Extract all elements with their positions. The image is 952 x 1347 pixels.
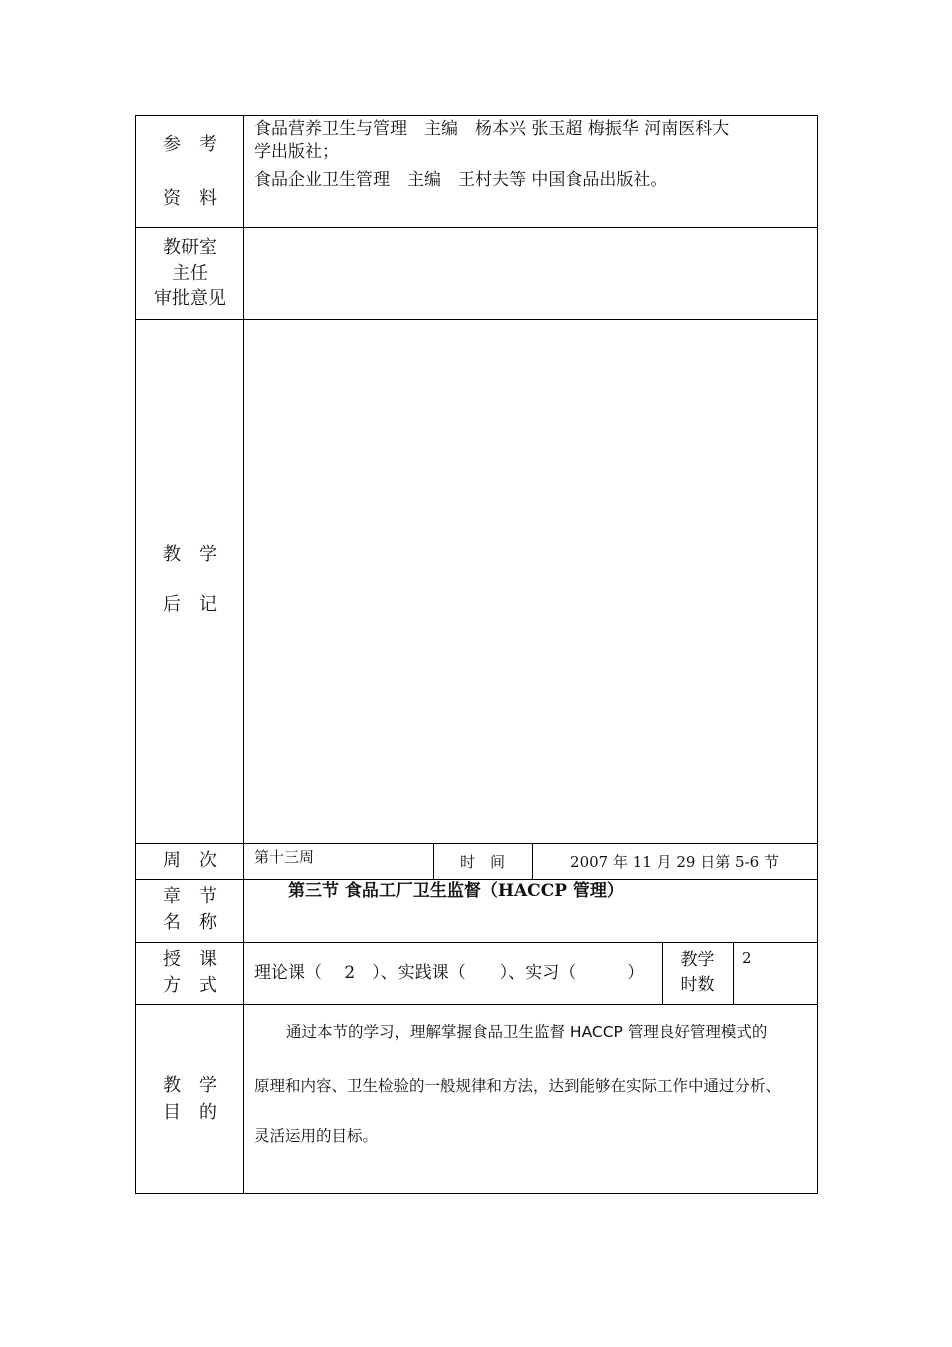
notes-label: 后 记 <box>163 594 217 615</box>
column-divider <box>733 942 734 1004</box>
approval-label: 教研室 <box>163 237 217 258</box>
row-divider <box>136 843 817 844</box>
method-text: 理论课（ 2 ）、实践课（ ）、实习（ ） <box>254 963 645 983</box>
week-label: 周 次 <box>163 850 217 871</box>
objective-text: 灵活运用的目标。 <box>254 1127 379 1145</box>
row-divider <box>136 227 817 228</box>
hours-label: 教学 <box>680 950 715 970</box>
reference-entry: 食品营养卫生与管理 主编 杨本兴 张玉超 梅振华 河南医科大 <box>254 119 730 139</box>
row-divider <box>136 319 817 320</box>
row-divider <box>136 1004 817 1005</box>
objective-label: 目 的 <box>163 1102 217 1123</box>
week-value: 第十三周 <box>254 848 315 866</box>
approval-label: 主任 <box>172 263 208 284</box>
hours-value: 2 <box>742 949 752 967</box>
chapter-title: 第三节 食品工厂卫生监督（HACCP 管理） <box>288 881 624 901</box>
method-label: 授 课 <box>163 949 217 970</box>
hours-label: 时数 <box>680 975 715 995</box>
method-label: 方 式 <box>163 975 217 996</box>
chapter-label: 章 节 <box>163 886 217 907</box>
chapter-label: 名 称 <box>163 912 217 933</box>
time-value: 2007 年 11 月 29 日第 5-6 节 <box>570 853 779 871</box>
lesson-plan-table <box>135 115 818 1194</box>
references-label: 参 考 <box>163 134 217 155</box>
row-divider <box>136 942 817 943</box>
objective-text: 通过本节的学习，理解掌握食品卫生监督 HACCP 管理良好管理模式的 <box>286 1023 768 1041</box>
objective-text: 原理和内容、卫生检验的一般规律和方法，达到能够在实际工作中通过分析、 <box>254 1077 782 1095</box>
reference-entry: 食品企业卫生管理 主编 王村夫等 中国食品出版社。 <box>254 170 668 190</box>
approval-label: 审批意见 <box>154 288 226 309</box>
notes-label: 教 学 <box>163 544 217 565</box>
references-label: 资 料 <box>163 188 217 209</box>
reference-entry: 学出版社； <box>254 142 339 162</box>
objective-label: 教 学 <box>163 1075 217 1096</box>
time-label: 时 间 <box>459 853 505 871</box>
